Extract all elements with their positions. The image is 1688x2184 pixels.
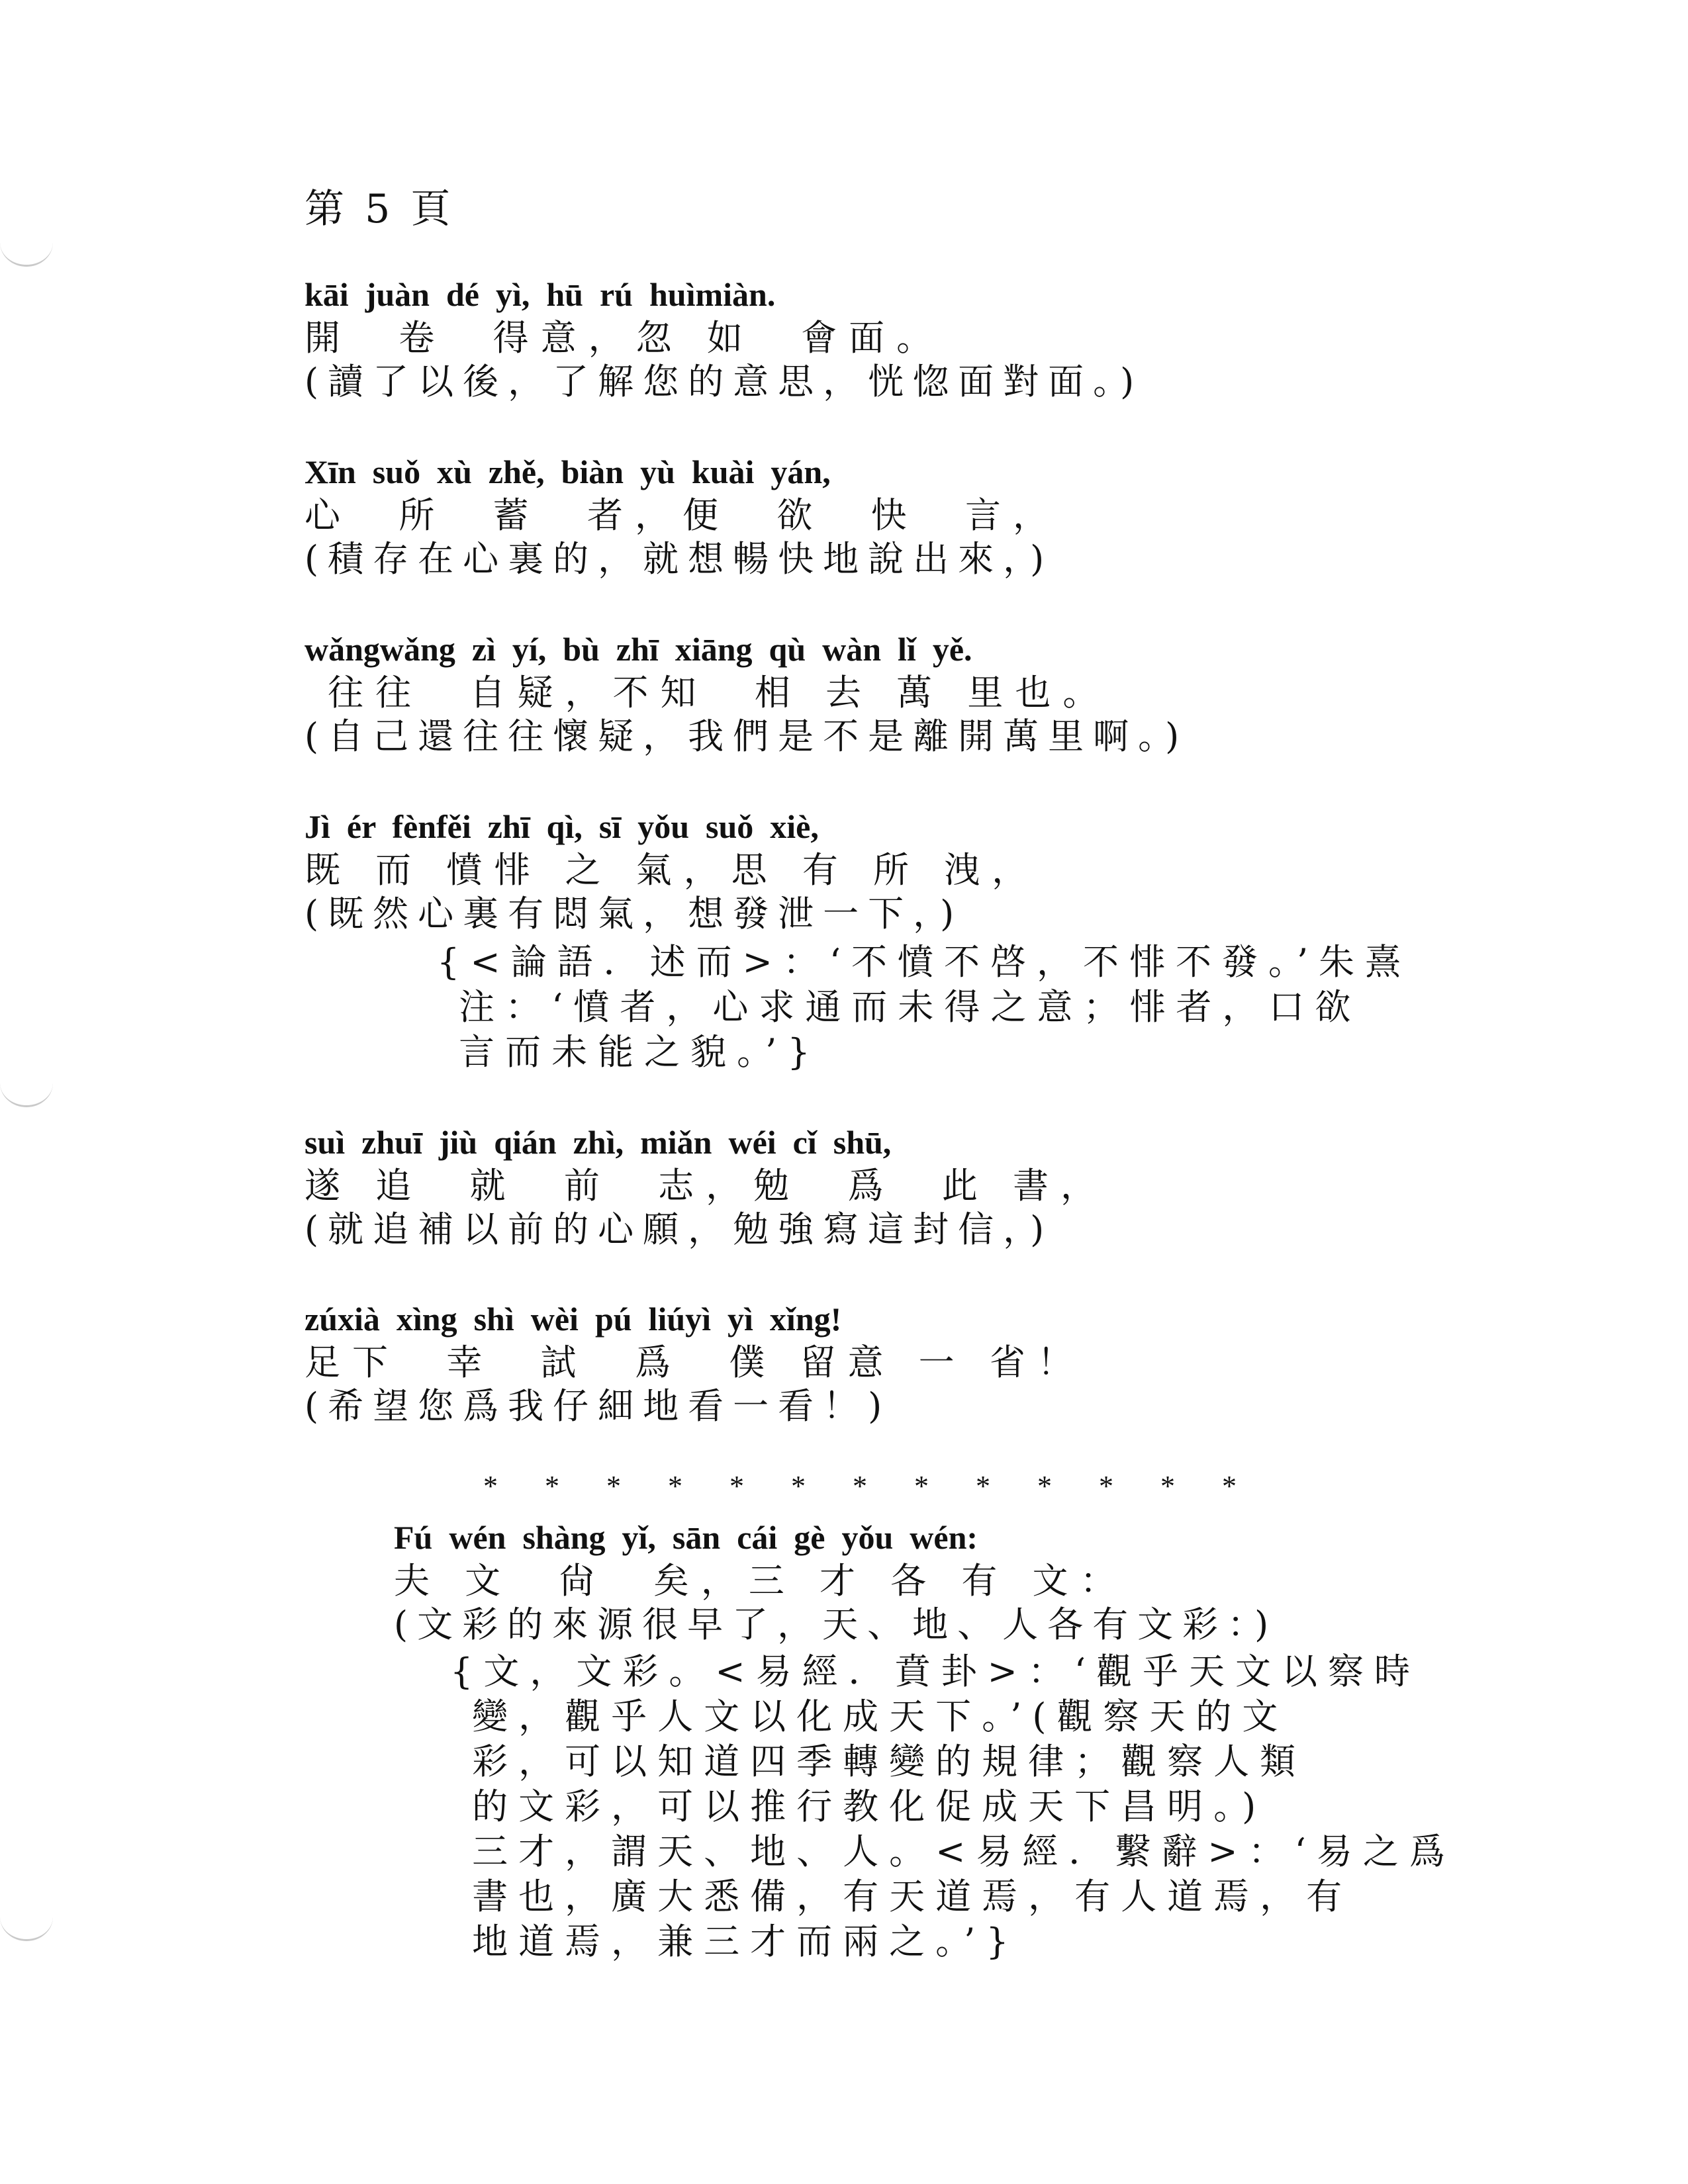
note-line: 三才，謂天、地、人。<易經．繫辭>：‘易之爲 — [450, 1831, 1456, 1872]
chinese-line: 往往 自疑，不知 相 去 萬 里也。 — [305, 672, 1111, 713]
note-line: 彩，可以知道四季轉變的規律；觀察人類 — [450, 1741, 1307, 1782]
note-line: 的文彩，可以推行教化促成天下昌明。) — [450, 1786, 1267, 1827]
pinyin-line: Jì ér fènfěi zhī qì, sī yǒu suǒ xiè, — [305, 808, 819, 845]
translation-line: (自己還往往懷疑，我們是不是離開萬里啊。) — [305, 715, 1189, 757]
pinyin-line: Xīn suǒ xù zhě, biàn yù kuài yán, — [305, 453, 831, 490]
stanza-2 — [305, 450, 1060, 581]
stanza-4 — [305, 805, 1039, 936]
translation-line: (希望您爲我仔細地看一看！) — [305, 1385, 892, 1427]
stanza-6 — [305, 1297, 1085, 1428]
stanza-5 — [305, 1120, 1108, 1251]
note-line: {<論語．述而>：‘不憤不啓，不悱不發。’朱熹 — [437, 941, 1412, 983]
note-line: {文，文彩。<易經．賁卦>：‘觀乎天文以察時 — [450, 1651, 1421, 1692]
translation-line: (既然心裏有悶氣，想發泄一下，) — [305, 893, 964, 934]
pinyin-line: suì zhuī jiù qián zhì, miǎn wéi cǐ shū, — [305, 1124, 892, 1161]
note-line: 地道焉，兼三才而兩之。’} — [450, 1921, 1019, 1962]
translation-line: (文彩的來源很早了，天、地、人各有文彩：) — [394, 1604, 1278, 1645]
translation-line: (讀了以後，了解您的意思，恍惚面對面。) — [305, 361, 1144, 402]
binder-hole-mark — [0, 218, 53, 267]
note-line: 書也，廣大悉備，有天道焉，有人道焉，有 — [450, 1876, 1353, 1917]
chinese-line: 足下 幸 試 爲 僕 留意 一 省！ — [305, 1342, 1085, 1383]
chinese-line: 夫 文 尙 矣，三 才 各 有 文： — [394, 1560, 1128, 1602]
stanza-1 — [305, 273, 1143, 404]
pinyin-line: zúxià xìng shì wèi pú liúyì yì xǐng! — [305, 1300, 842, 1338]
binder-hole-mark — [0, 1059, 53, 1107]
binder-hole-mark — [0, 1893, 53, 1941]
stanza-final — [394, 1516, 1278, 1647]
page-number: 第 5 頁 — [305, 186, 455, 232]
note-line: 注：‘憤者，心求通而未得之意；悱者，口欲 — [437, 986, 1362, 1028]
chinese-line: 心 所 蓄 者，便 欲 快 言， — [305, 494, 1060, 536]
translation-line: (積存在心裏的，就想暢快地說出來，) — [305, 538, 1054, 580]
chinese-line: 開 卷 得意，忽 如 會面。 — [305, 317, 945, 359]
chinese-line: 遂 追 就 前 志，勉 爲 此 書， — [305, 1165, 1108, 1206]
pinyin-line: kāi juàn dé yì, hū rú huìmiàn. — [305, 276, 776, 313]
commentary-note-1 — [437, 940, 1411, 1075]
note-line: 言而未能之貌。’} — [437, 1031, 821, 1073]
note-line: 變，觀乎人文以化成天下。’(觀察天的文 — [450, 1696, 1289, 1737]
stanza-3 — [305, 627, 1188, 758]
section-divider: * * * * * * * * * * * * * — [483, 1470, 1256, 1502]
chinese-line: 既 而 憤悱 之 氣，思 有 所 洩， — [305, 849, 1040, 891]
translation-line: (就追補以前的心願，勉強寫這封信，) — [305, 1208, 1054, 1250]
pinyin-line: Fú wén shàng yǐ, sān cái gè yǒu wén: — [394, 1519, 978, 1556]
pinyin-line: wǎngwǎng zì yí, bù zhī xiāng qù wàn lǐ yě. — [305, 631, 972, 668]
commentary-note-2 — [450, 1649, 1456, 1964]
